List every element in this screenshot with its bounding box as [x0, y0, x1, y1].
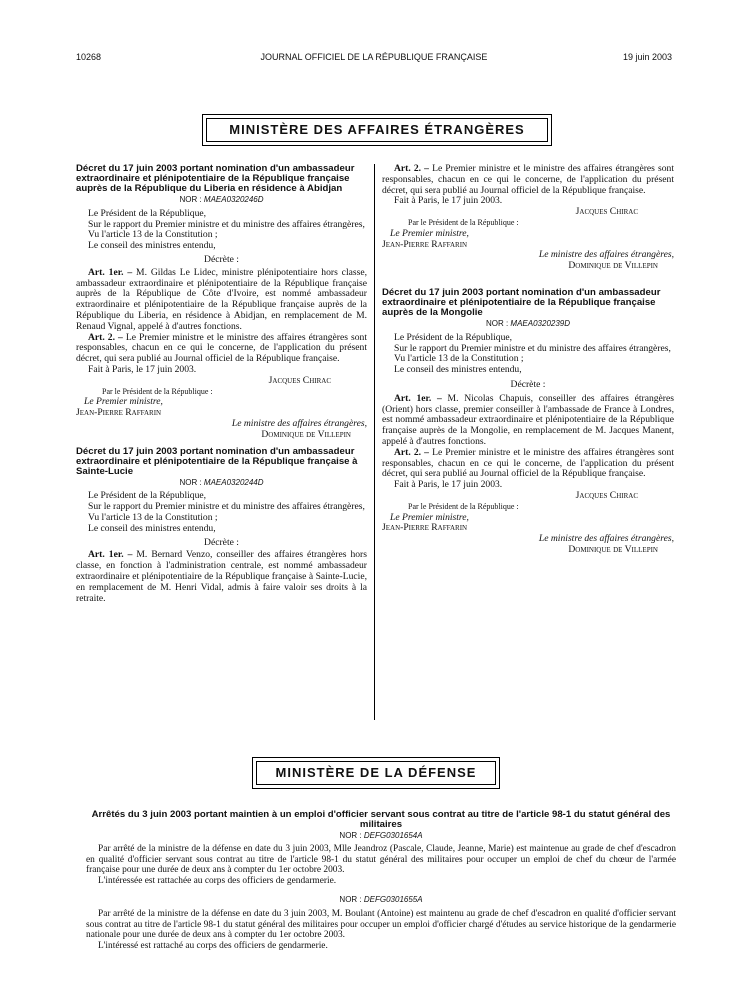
- pm-name: Jean-Pierre Raffarin: [76, 407, 162, 419]
- nor-reference: NOR : DEFG0301654A: [339, 831, 423, 840]
- nor-reference: NOR : DEFG0301655A: [339, 895, 423, 905]
- journal-title: JOURNAL OFFICIEL DE LA RÉPUBLIQUE FRANÇAISE: [260, 52, 488, 62]
- minister-title: Le ministre des affaires étrangères,: [538, 533, 674, 545]
- left-column: [76, 164, 367, 604]
- preamble-line: Le Président de la République,: [88, 207, 207, 219]
- article-1: Art. 1er. – M. Nicolas Chapuis, conseiller des affaires étrangères (Orient) hors classe, premier conseiller à l'ambassade de France à Londres, est nommé ambassadeur extraordinaire et plénipotentiaire de la République française auprès de la Mongolie, en remplacement de M. Jacques Manent, appelé à d'autres fonctions.: [382, 392, 674, 447]
- column-divider: [374, 164, 375, 720]
- decree-sainte-lucie-continued: [382, 164, 674, 272]
- nor-reference: NOR : MAEA0320239D: [485, 318, 571, 328]
- minister-name: Dominique de Villepin: [568, 543, 658, 555]
- minister-title: Le ministre des affaires étrangères,: [231, 417, 367, 429]
- arrete-2-rattachement: L'intéressé est rattaché au corps des officiers de gendarmerie.: [98, 940, 328, 951]
- pm-title: Le Premier ministre,: [84, 396, 163, 408]
- preamble-line: Le Président de la République,: [88, 490, 207, 502]
- decree-mongolie: [382, 288, 674, 556]
- minister-name: Dominique de Villepin: [261, 428, 351, 440]
- pm-name: Jean-Pierre Raffarin: [382, 522, 468, 534]
- fait-a-paris: Fait à Paris, le 17 juin 2003.: [394, 195, 503, 207]
- article-2: Art. 2. – Le Premier ministre et le ministre des affaires étrangères sont responsables, chacun en ce qui le concerne, de l'application du présent décret, qui sera publié au Journal officiel de la République française.: [382, 446, 674, 480]
- nor-reference: NOR : MAEA0320244D: [179, 477, 264, 487]
- decree-title: Décret du 17 juin 2003 portant nomination d'un ambassadeur extraordinaire et plénipotentiaire de la République française auprès de la Mongolie: [382, 286, 661, 318]
- article-1: Art. 1er. – M. Bernard Venzo, conseiller des affaires étrangères hors classe, en fonction à l'administration centrale, est nommé ambassadeur extraordinaire et plénipotentiaire de la République française à Sainte-Lucie, en remplacement de M. Henri Vidal, admis à faire valoir ses droits à la retraite.: [76, 549, 367, 604]
- arretes-section: [86, 810, 676, 951]
- ministry-heading-affaires-etrangeres: MINISTÈRE DES AFFAIRES ÉTRANGÈRES: [206, 118, 548, 142]
- signer-name: Jacques Chirac: [575, 489, 638, 501]
- signer-name: Jacques Chirac: [575, 206, 638, 218]
- issue-date: 19 juin 2003: [622, 52, 672, 62]
- par-le-president: Par le Président de la République :: [408, 217, 519, 227]
- preamble-line: Sur le rapport du Premier ministre et du ministre des affaires étrangères,: [88, 218, 365, 230]
- preamble-line: Le Président de la République,: [394, 331, 513, 343]
- signer-name: Jacques Chirac: [268, 374, 331, 386]
- preamble-line: Vu l'article 13 de la Constitution ;: [88, 511, 218, 523]
- par-le-president: Par le Président de la République :: [408, 501, 519, 511]
- minister-title: Le ministre des affaires étrangères,: [538, 249, 674, 261]
- pm-name: Jean-Pierre Raffarin: [382, 238, 468, 250]
- right-column: [382, 164, 674, 556]
- preamble-line: Sur le rapport du Premier ministre et du ministre des affaires étrangères,: [88, 501, 365, 513]
- preamble-line: Le conseil des ministres entendu,: [394, 364, 522, 376]
- arrete-2-text: Par arrêté de la ministre de la défense en date du 3 juin 2003, M. Boulant (Antoine) est maintenu au grade de chef d'escadron en qualité d'officier servant sous contrat au titre de l'article 98-1 du statut général des militaires pour occuper un emploi d'officier chargé d'études au service historique de la gendarmerie nationale pour une durée de deux ans à compter du 1er octobre 2003.: [86, 909, 676, 941]
- preamble-line: Le conseil des ministres entendu,: [88, 240, 216, 252]
- pm-title: Le Premier ministre,: [390, 227, 469, 239]
- arretes-title: Arrêtés du 3 juin 2003 portant maintien à un emploi d'officier servant sous contrat au titre de l'article 98-1 du statut général des militaires: [91, 809, 671, 830]
- fait-a-paris: Fait à Paris, le 17 juin 2003.: [394, 479, 503, 491]
- par-le-president: Par le Président de la République :: [102, 386, 213, 396]
- decree-title: Décret du 17 juin 2003 portant nomination d'un ambassadeur extraordinaire et plénipotentiaire de la République française auprès de la République du Liberia en résidence à Abidjan: [76, 163, 355, 194]
- article-1: Art. 1er. – M. Gildas Le Lidec, ministre plénipotentiaire hors classe, ambassadeur extraordinaire et plénipotentiaire de la République française auprès de la République de Côte d'Ivoire, est nommé ambassadeur extraordinaire et plénipotentiaire de la République française auprès de la République du Liberia, en résidence à Abidjan, en remplacement de M. Renaud Vignal, appelé à d'autres fonctions.: [76, 266, 367, 332]
- preamble-line: Le conseil des ministres entendu,: [88, 522, 216, 534]
- arrete-1-rattachement: L'intéressée est rattachée au corps des officiers de gendarmerie.: [98, 875, 337, 886]
- decree-liberia: [76, 164, 367, 441]
- decrete-label: Décrète :: [204, 253, 239, 265]
- nor-reference: NOR : MAEA0320246D: [179, 195, 264, 204]
- decrete-label: Décrète :: [510, 378, 546, 390]
- page-number: 10268: [76, 52, 102, 62]
- ministry-heading-defense: MINISTÈRE DE LA DÉFENSE: [256, 761, 496, 785]
- preamble-line: Sur le rapport du Premier ministre et du ministre des affaires étrangères,: [394, 342, 671, 354]
- preamble-line: Vu l'article 13 de la Constitution ;: [88, 229, 218, 241]
- article-2: Art. 2. – Le Premier ministre et le ministre des affaires étrangères sont responsables, chacun en ce qui le concerne, de l'application du présent décret, qui sera publié au Journal officiel de la République française.: [76, 331, 367, 365]
- arrete-1-text: Par arrêté de la ministre de la défense en date du 3 juin 2003, Mlle Jeandroz (Pascale, Claude, Jeanne, Marie) est maintenue au grade de chef d'escadron en qualité d'officier servant sous contrat au titre de l'article 98-1 du statut général des militaires pour occuper un emploi de chef du chœur de l'armée française pour une durée de deux ans à compter du 1er octobre 2003.: [86, 844, 676, 876]
- decrete-label: Décrète :: [204, 536, 239, 548]
- minister-name: Dominique de Villepin: [568, 260, 658, 272]
- decree-title: Décret du 17 juin 2003 portant nomination d'un ambassadeur extraordinaire et plénipotentiaire de la République française à Sainte-Lucie: [76, 445, 358, 477]
- fait-a-paris: Fait à Paris, le 17 juin 2003.: [88, 363, 197, 375]
- article-2: Art. 2. – Le Premier ministre et le ministre des affaires étrangères sont responsables, chacun en ce qui le concerne, de l'application du présent décret, qui sera publié au Journal officiel de la République française.: [382, 163, 674, 196]
- preamble-line: Vu l'article 13 de la Constitution ;: [394, 353, 524, 365]
- decree-sainte-lucie: [76, 447, 367, 605]
- pm-title: Le Premier ministre,: [390, 511, 469, 523]
